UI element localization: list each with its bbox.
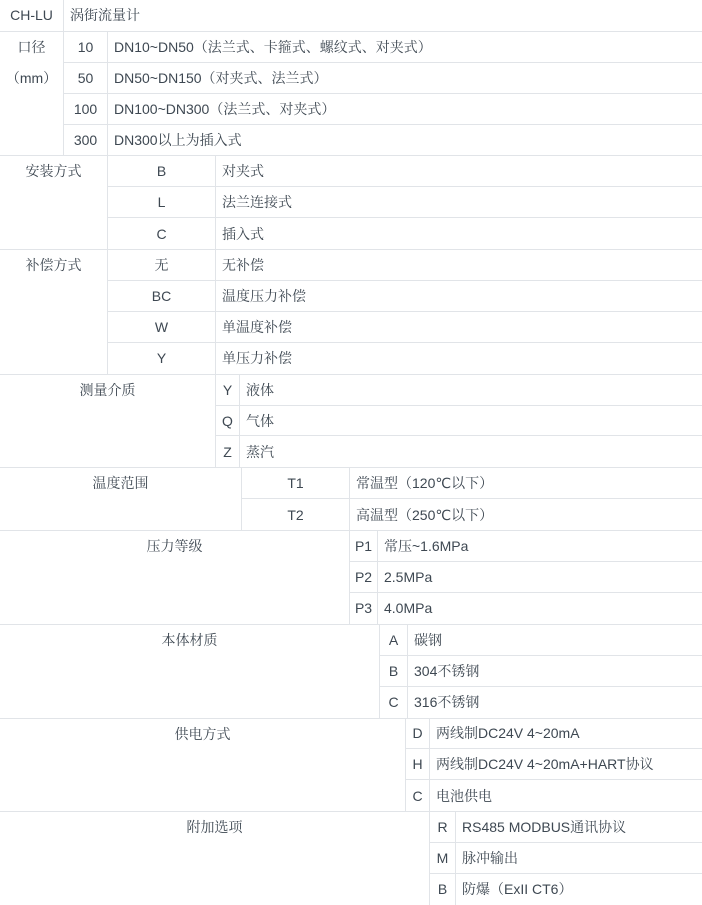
option-code: D bbox=[406, 719, 430, 749]
option-code: BC bbox=[108, 281, 216, 311]
option-desc: DN100~DN300（法兰式、对夹式） bbox=[114, 100, 336, 117]
table-row bbox=[108, 156, 702, 187]
model-name-cell: 涡街流量计 bbox=[70, 7, 140, 24]
table-row bbox=[242, 468, 702, 499]
section-label-line2: （mm） bbox=[5, 69, 58, 86]
section-label bbox=[0, 32, 64, 156]
model-row bbox=[0, 0, 702, 32]
table-row bbox=[380, 656, 702, 687]
table-row bbox=[406, 780, 702, 811]
table-row bbox=[430, 874, 702, 905]
section-power-supply bbox=[0, 719, 702, 813]
option-code: P1 bbox=[350, 531, 378, 561]
option-code: Y bbox=[216, 375, 240, 405]
option-code: Q bbox=[216, 406, 240, 436]
table-row bbox=[108, 281, 702, 312]
option-desc: 蒸汽 bbox=[246, 443, 274, 460]
table-row bbox=[380, 687, 702, 718]
section-label-line1: 口径 bbox=[17, 38, 46, 55]
option-code: C bbox=[380, 687, 408, 718]
section-label: 本体材质 bbox=[0, 625, 380, 718]
table-row bbox=[216, 375, 702, 406]
table-row bbox=[430, 843, 702, 874]
option-desc: 常压~1.6MPa bbox=[384, 538, 469, 555]
option-code: C bbox=[108, 218, 216, 249]
option-desc: 法兰连接式 bbox=[222, 194, 292, 211]
option-desc: 无补偿 bbox=[222, 257, 264, 274]
model-code-cell: CH-LU bbox=[0, 0, 64, 31]
option-code: R bbox=[430, 812, 456, 842]
option-desc: 2.5MPa bbox=[384, 568, 433, 585]
option-code: P3 bbox=[350, 593, 378, 624]
option-desc: 单压力补偿 bbox=[222, 350, 292, 367]
section-label: 温度范围 bbox=[0, 468, 242, 530]
option-code: 无 bbox=[108, 250, 216, 280]
section-body-material bbox=[0, 625, 702, 719]
section-pressure-rating bbox=[0, 531, 702, 625]
option-code: P2 bbox=[350, 562, 378, 592]
option-code: Z bbox=[216, 436, 240, 467]
section-label: 压力等级 bbox=[0, 531, 350, 624]
table-row bbox=[64, 94, 702, 125]
option-desc: 碳钢 bbox=[414, 631, 442, 648]
table-row bbox=[242, 499, 702, 530]
option-desc: 316不锈钢 bbox=[414, 694, 480, 711]
option-desc: RS485 MODBUS通讯协议 bbox=[462, 819, 627, 836]
table-row bbox=[216, 406, 702, 437]
table-row bbox=[350, 562, 702, 593]
section-additional-options bbox=[0, 812, 702, 905]
table-row bbox=[64, 125, 702, 156]
option-code: 100 bbox=[64, 94, 108, 124]
section-label: 安装方式 bbox=[0, 156, 108, 249]
option-desc: 温度压力补偿 bbox=[222, 287, 306, 304]
table-row bbox=[216, 436, 702, 467]
option-code: B bbox=[380, 656, 408, 686]
table-row bbox=[406, 749, 702, 780]
option-desc: 高温型（250℃以下） bbox=[356, 506, 494, 523]
section-label: 供电方式 bbox=[0, 719, 406, 812]
option-desc: 插入式 bbox=[222, 225, 264, 242]
table-row bbox=[350, 593, 702, 624]
section-label: 补偿方式 bbox=[0, 250, 108, 374]
table-row bbox=[430, 812, 702, 843]
option-code: A bbox=[380, 625, 408, 655]
section-medium bbox=[0, 375, 702, 469]
option-desc: 单温度补偿 bbox=[222, 318, 292, 335]
section-temperature-range bbox=[0, 468, 702, 531]
table-row bbox=[108, 187, 702, 218]
table-row bbox=[64, 63, 702, 94]
table-row bbox=[350, 531, 702, 562]
option-desc: 对夹式 bbox=[222, 163, 264, 180]
option-desc: 两线制DC24V 4~20mA bbox=[436, 725, 580, 742]
section-label: 测量介质 bbox=[0, 375, 216, 468]
option-desc: 4.0MPa bbox=[384, 600, 433, 617]
option-code: H bbox=[406, 749, 430, 779]
option-code: M bbox=[430, 843, 456, 873]
option-desc: DN50~DN150（对夹式、法兰式） bbox=[114, 69, 328, 86]
option-desc: DN300以上为插入式 bbox=[114, 132, 242, 149]
option-desc: 液体 bbox=[246, 381, 274, 398]
table-row bbox=[406, 719, 702, 750]
option-desc: 电池供电 bbox=[436, 787, 492, 804]
option-code: B bbox=[108, 156, 216, 186]
section-label: 附加选项 bbox=[0, 812, 430, 905]
option-code: B bbox=[430, 874, 456, 905]
option-code: W bbox=[108, 312, 216, 342]
option-code: C bbox=[406, 780, 430, 811]
option-desc: DN10~DN50（法兰式、卡箍式、螺纹式、对夹式） bbox=[114, 38, 432, 55]
option-desc: 两线制DC24V 4~20mA+HART协议 bbox=[436, 756, 654, 773]
option-desc: 防爆（ExII CT6） bbox=[462, 881, 573, 898]
table-row bbox=[64, 32, 702, 63]
option-desc: 脉冲输出 bbox=[462, 850, 518, 866]
option-code: 10 bbox=[64, 32, 108, 62]
option-code: T1 bbox=[242, 468, 350, 498]
table-row bbox=[380, 625, 702, 656]
option-desc: 气体 bbox=[246, 412, 274, 429]
option-desc: 304不锈钢 bbox=[414, 662, 480, 679]
table-row bbox=[108, 218, 702, 249]
table-row bbox=[108, 343, 702, 374]
section-compensation bbox=[0, 250, 702, 375]
table-row bbox=[108, 250, 702, 281]
option-code: Y bbox=[108, 343, 216, 374]
option-code: 300 bbox=[64, 125, 108, 156]
option-code: 50 bbox=[64, 63, 108, 93]
section-mounting bbox=[0, 156, 702, 250]
section-diameter bbox=[0, 32, 702, 157]
option-code: T2 bbox=[242, 499, 350, 530]
table-row bbox=[64, 0, 702, 31]
table-row bbox=[108, 312, 702, 343]
option-code: L bbox=[108, 187, 216, 217]
option-desc: 常温型（120℃以下） bbox=[356, 475, 494, 492]
